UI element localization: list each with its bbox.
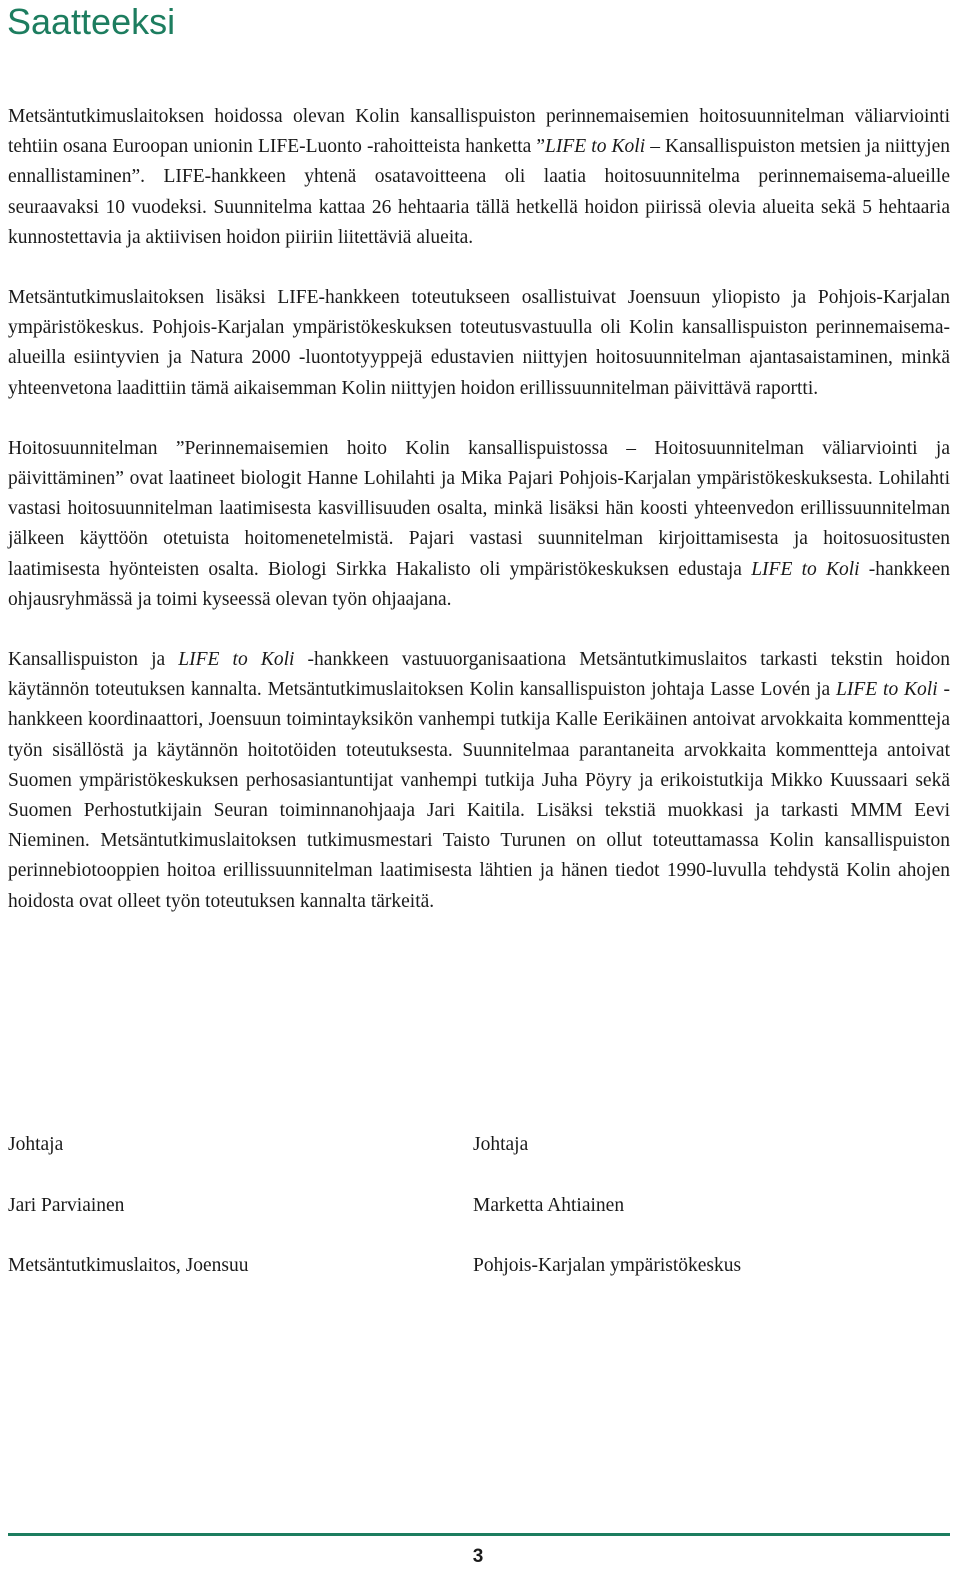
italic-text-segment: LIFE to Koli [751,558,860,580]
body-text [8,102,950,947]
signature-role: Johtaja [473,1134,529,1155]
italic-text-segment: LIFE to Koli [178,649,295,671]
page-title: Saatteeksi [7,1,176,42]
text-segment: Metsäntutkimuslaitoksen hoidossa olevan Kolin kansallispuiston perinnemaisemien hoitosuunnitelman väliarviointi tehtiin osana Euroopan unionin LIFE-Luonto -rahoitteista hanketta ” [8,106,950,158]
text-segment: -hankkeen vastuuorganisaationa Metsäntutkimuslaitos tarkasti tekstin hoidon käytännön toteutuksen kannalta. Metsäntutkimuslaitoksen Kolin kansallispuiston johtaja Lasse Lovén ja [8,649,950,701]
paragraph [8,434,950,615]
text-segment: -hankkeen ohjausryhmässä ja toimi kyseessä olevan työn ohjaajana. [8,558,950,610]
text-segment: Kansallispuiston ja [8,649,179,671]
signature-right [473,1130,741,1312]
italic-text-segment: LIFE to Koli [545,136,646,158]
italic-text-segment: LIFE to Koli [836,679,938,701]
paragraph [8,283,950,404]
text-segment: – Kansallispuiston metsien ja niittyjen ennallistaminen”. LIFE-hankkeen yhtenä osatavoitteena oli laatia hoitosuunnitelma perinnemaisema-alueille seuraavaksi 10 vuodeksi. Suunnitelma kattaa 26 hehtaaria tällä hetkellä hoidon piirissä olevia alueita sekä 5 hehtaaria kunnostettavia ja aktiivisen hoidon piiriin liitettäviä alueita. [8,136,951,248]
signature-organization: Metsäntutkimuslaitos, Joensuu [8,1255,249,1276]
signature-role: Johtaja [8,1134,64,1155]
signature-name: Marketta Ahtiainen [473,1194,625,1216]
paragraph [8,645,950,917]
text-segment: Metsäntutkimuslaitoksen lisäksi LIFE-hankkeen toteutukseen osallistuivat Joensuun yliopisto ja Pohjois-Karjalan ympäristökeskus. Pohjois-Karjalan ympäristökeskuksen toteutusvastuulla oli Kolin kansallispuiston perinnemaisema-alueilla esiintyvien ja Natura 2000 -luontotyyppejä edustavien niittyjen hoitosuunnitelman ajantasaistaminen, minkä yhteenvetona laadittiin tämä aikaisemman Kolin niittyjen hoidon erillissuunnitelman päivittävä raportti. [8,287,950,399]
signature-left [8,1130,249,1312]
page-number: 3 [472,1546,484,1567]
text-segment: -hankkeen koordinaattori, Joensuun toimintayksikön vanhempi tutkija Kalle Eerikäinen antoivat arvokkaita kommentteja työn sisällöstä ja käytännön hoitotöiden toteutuksesta. Suunnitelmaa parantaneita arvokkaita kommentteja antoivat Suomen ympäristökeskuksen perhosasiantuntijat vanhempi tutkija Juha Pöyry ja erikoistutkija Mikko Kuussaari sekä Suomen Perhostutkijain Seuran toiminnanohjaaja Jari Kaitila. Lisäksi tekstiä muokkasi ja tarkasti MMM Eevi Nieminen. Metsäntutkimuslaitoksen tutkimusmestari Taisto Turunen on ollut toteuttamassa Kolin kansallispuiston perinnebiotooppien hoitoa erillissuunnitelman laatimisesta lähtien ja hänen tiedot 1990-luvulla tehdystä Kolin ahojen hoidosta ovat olleet työn toteutuksen kannalta tärkeitä. [8,679,950,912]
paragraph [8,102,950,253]
text-segment: Hoitosuunnitelman ”Perinnemaisemien hoito Kolin kansallispuistossa – Hoitosuunnitelman väliarviointi ja päivittäminen” ovat laatineet biologit Hanne Lohilahti ja Mika Pajari Pohjois-Karjalan ympäristökeskuksesta. Lohilahti vastasi hoitosuunnitelman laatimisesta kasvillisuuden osalta, minkä lisäksi hän koosti yhteenvedon erillissuunnitelman jälkeen käyttöön otetuista hoitomenetelmistä. Pajari vastasi suunnitelman kirjoittamisesta ja hoitosuositusten laatimisesta hyönteisten osalta. Biologi Sirkka Hakalisto oli ympäristökeskuksen edustaja [8,437,950,580]
signature-organization: Pohjois-Karjalan ympäristökeskus [473,1255,742,1276]
signature-name: Jari Parviainen [8,1194,125,1216]
footer-divider [8,1533,950,1536]
